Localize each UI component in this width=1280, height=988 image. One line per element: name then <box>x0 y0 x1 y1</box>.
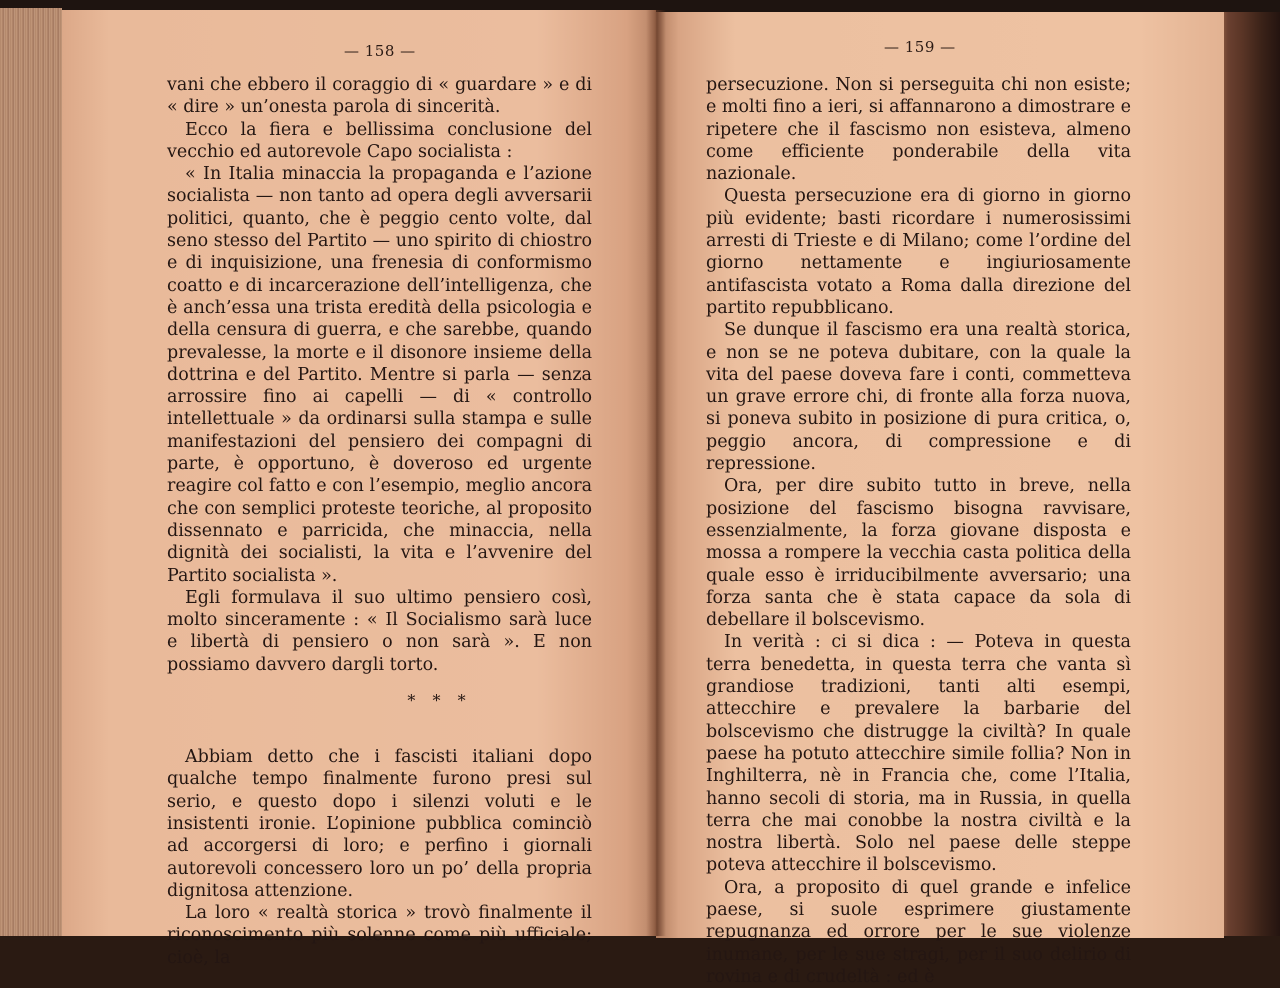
left-page-text <box>167 74 592 969</box>
paragraph: Ora, a proposito di quel grande e infelice paese, si suole esprimere giustamente repugnanza ed orrore per le sue violenze inumane, per le sue stragi, per il suo delirio di rovina e di crudeltà : ed è <box>706 877 1131 987</box>
paragraph: Questa persecuzione era di giorno in giorno più evidente; basti ricordare i numerosissimi arresti di Trieste e di Milano; come l’ordine del giorno nettamente e ingiuriosamente antifascista votato a Roma dalla direzione del partito repubblicano. <box>706 186 1131 318</box>
left-page <box>62 10 656 968</box>
paragraph: vani che ebbero il coraggio di « guardare » e di « dire » un’onesta parola di sincerità. <box>167 75 592 118</box>
section-separator: * * * <box>407 691 472 711</box>
right-page <box>656 12 1224 987</box>
paragraph: Ora, per dire subito tutto in breve, nella posizione del fascismo bisogna ravvisare, essenzialmente, la forza giovane disposta e mossa a rompere la vecchia casta politica della quale esso è irriducibilmente avversario; una forza santa che è stata capace da sola di debellare il bolscevismo. <box>706 476 1131 631</box>
paragraph: persecuzione. Non si perseguita chi non esiste; e molti fino a ieri, si affannarono a dimostrare e ripetere che il fascismo non esisteva, almeno come efficiente ponderabile della vita nazionale. <box>706 75 1131 185</box>
book-gutter <box>646 10 666 936</box>
paragraph: La loro « realtà storica » trovò finalmente il riconoscimento più solenne come più ufficiale; cioè, la <box>167 903 592 968</box>
page-number-left: — 158 — <box>344 42 416 60</box>
page-number-right: — 159 — <box>884 38 956 56</box>
right-page-text <box>706 74 1131 988</box>
quotation-paragraph: « In Italia minaccia la propaganda e l’azione socialista — non tanto ad opera degli avversarii politici, quanto, che è peggio cento volte, dal seno stesso del Partito — uno spirito di chiostro e di inquisizione, una frenesia di conformismo coatto e di incarcerazione dell’intelligenza, che è anch’essa una trista eredità della psicologia e della censura di guerra, e che sarebbe, quando prevalesse, la morte e il disonore insieme della dottrina e del Partito. Mentre si parla — senza arrossire fino ai capelli — di « controllo intellettuale » da ordinarsi sulla stampa e sulle manifestazioni del pensiero dei compagni di parte, è opportuno, è doveroso ed urgente reagire col fatto e con l’esempio, meglio ancora che con semplici proteste teoriche, al proposito dissennato e parricida, che minaccia, nella dignità dei socialisti, la vita e l’avvenire del Partito socialista ». <box>167 164 592 586</box>
paragraph: Ecco la fiera e bellissima conclusione del vecchio ed autorevole Capo socialista : <box>167 119 592 162</box>
paragraph: Abbiam detto che i fascisti italiani dopo qualche tempo finalmente furono presi sul serio, e questo dopo i silenzi voluti e le insistenti ironie. L’opinione pubblica cominciò ad accorgersi di loro; e perfino i giornali autorevoli concessero loro un po’ della propria dignitosa attenzione. <box>167 747 592 901</box>
book-cover-edge-right <box>1222 12 1280 936</box>
paragraph: In verità : ci si dica : — Poteva in questa terra benedetta, in questa terra che vanta sì grandiose tradizioni, tanti alti esempi, attecchire e prevalere la barbarie del bolscevismo che distrugge la civiltà? In quale paese ha potuto attecchire simile follia? Non in Inghilterra, nè in Francia che, come l’Italia, hanno secoli di storia, ma in Russia, in quella terra che mai conobbe la nostra civiltà e la nostra libertà. Solo nel paese delle steppe poteva attecchire il bolscevismo. <box>706 632 1131 876</box>
page-edges-left <box>0 8 62 936</box>
paragraph: Se dunque il fascismo era una realtà storica, e non se ne poteva dubitare, con la quale la vita del paese doveva fare i conti, commetteva un grave errore chi, di fronte alla forza nuova, si poneva subito in posizione di pura critica, o, peggio ancora, di compressione e di repressione. <box>706 320 1131 475</box>
paragraph: Egli formulava il suo ultimo pensiero così, molto sinceramente : « Il Socialismo sarà luce e libertà di pensiero o non sarà ». E non possiamo davvero dargli torto. <box>167 587 592 675</box>
